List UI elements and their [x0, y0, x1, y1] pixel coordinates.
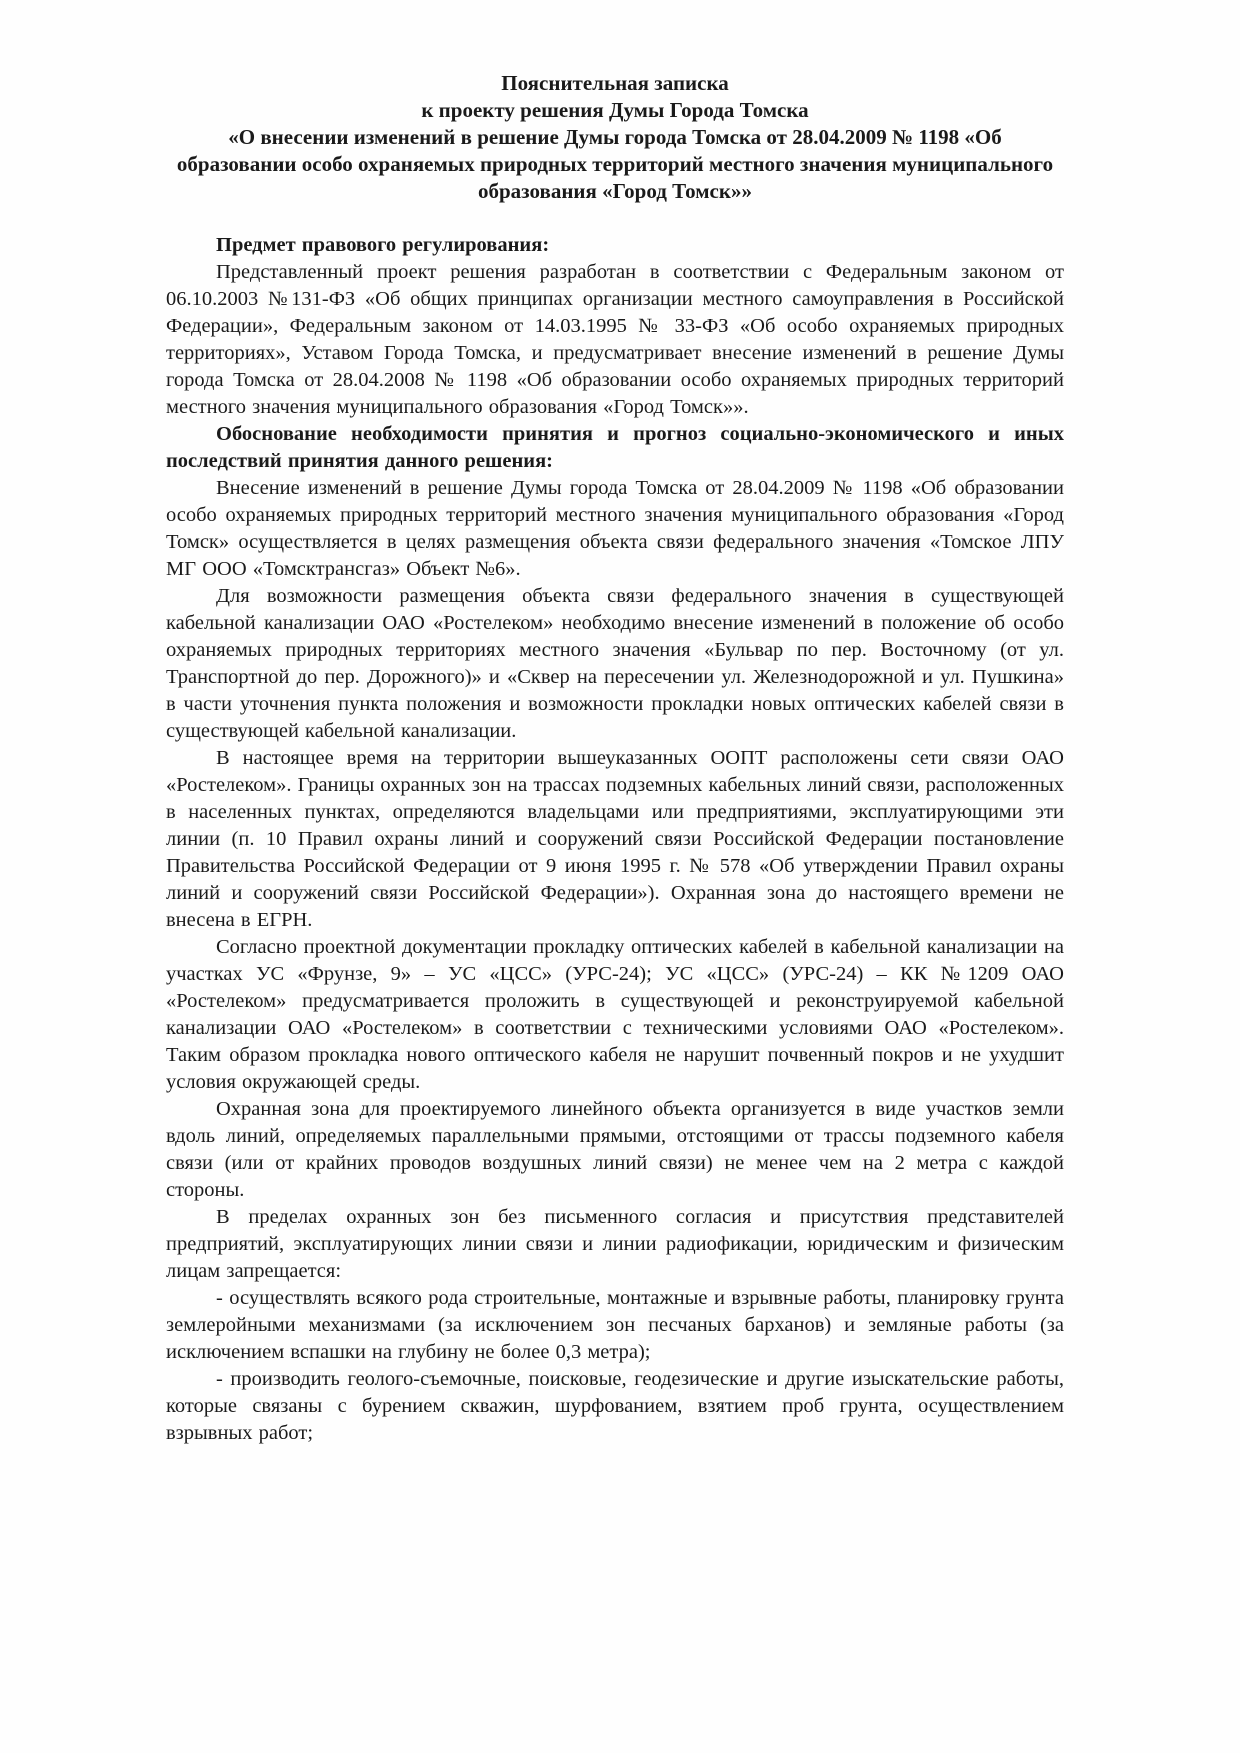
- para-current-networks: В настоящее время на территории вышеуказанных ООПТ расположены сети связи ОАО «Ростелеком». Границы охранных зон на трассах подземных кабельных линий связи, расположенных в населенных пунктах, определяются владельцами или предприятиями, эксплуатирующими эти линии (п. 10 Правил охраны линий и сооружений связи Российской Федерации постановление Правительства Российской Федерации от 9 июня 1995 г. № 578 «Об утверждении Правил охраны линий и сооружений связи Российской Федерации»). Охранная зона до настоящего времени не внесена в ЕГРН.: [166, 747, 1064, 931]
- para-placement-necessity: Для возможности размещения объекта связи федерального значения в существующей кабельной канализации ОАО «Ростелеком» необходимо внесение изменений в положение об особо охраняемых природных территориях местного значения «Бульвар по пер. Восточному (от ул. Транспортной до пер. Дорожного)» и «Сквер на пересечении ул. Железнодорожной и ул. Пушкина» в части уточнения пункта положения и возможности прокладки новых оптических кабелей связи в существующей кабельной канализации.: [166, 585, 1064, 742]
- heading-justification: Обоснование необходимости принятия и прогноз социально-экономического и иных последствий принятия данного решения:: [166, 423, 1064, 472]
- para-project-basis: Представленный проект решения разработан в соответствии с Федеральным законом от 06.10.2003 №131-ФЗ «Об общих принципах организации местного самоуправления в Российской Федерации», Федеральным законом от 14.03.1995 № 33-ФЗ «Об особо охраняемых природных территориях», Уставом Города Томска, и предусматривает внесение изменений в решение Думы города Томска от 28.04.2008 № 1198 «Об образовании особо охраняемых природных территорий местного значения муниципального образования «Город Томск»».: [166, 261, 1064, 418]
- para-amendment-purpose: Внесение изменений в решение Думы города Томска от 28.04.2009 № 1198 «Об образовании особо охраняемых природных территорий местного значения муниципального образования «Город Томск» осуществляется в целях размещения объекта связи федерального значения «Томское ЛПУ МГ ООО «Томсктрансгаз» Объект №6».: [166, 477, 1064, 580]
- heading-subject-of-regulation: Предмет правового регулирования:: [216, 234, 550, 256]
- list-item-construction-works: - осуществлять всякого рода строительные, монтажные и взрывные работы, планировку грунта землеройными механизмами (за исключением зон песчаных барханов) и земляные работы (за исключением вспашки на глубину не более 0,3 метра);: [166, 1287, 1064, 1363]
- para-project-documentation: Согласно проектной документации прокладку оптических кабелей в кабельной канализации на участках УС «Фрунзе, 9» – УС «ЦСС» (УРС-24); УС «ЦСС» (УРС-24) – КК №1209 ОАО «Ростелеком» предусматривается проложить в существующей и реконструируемой кабельной канализации ОАО «Ростелеком» в соответствии с техническими условиями ОАО «Ростелеком». Таким образом прокладка нового оптического кабеля не нарушит почвенный покров и не ухудшит условия окружающей среды.: [166, 936, 1064, 1093]
- document-body: [166, 232, 1064, 1447]
- title-line-project: к проекту решения Думы Города Томска: [421, 98, 809, 122]
- title-line-doc-type: Пояснительная записка: [501, 71, 729, 95]
- title-line-decision-name: «О внесении изменений в решение Думы города Томска от 28.04.2009 № 1198 «Об образовании особо охраняемых природных территорий местного значения муниципального образования «Город Томск»»: [176, 125, 1054, 203]
- para-protection-zone: Охранная зона для проектируемого линейного объекта организуется в виде участков земли вдоль линий, определяемых параллельными прямыми, отстоящими от трассы подземного кабеля связи (или от крайних проводов воздушных линий связи) не менее чем на 2 метра с каждой стороны.: [166, 1098, 1064, 1201]
- para-prohibitions-intro: В пределах охранных зон без письменного согласия и присутствия представителей предприятий, эксплуатирующих линии связи и линии радиофикации, юридическим и физическим лицам запрещается:: [166, 1206, 1064, 1282]
- list-item-survey-works: - производить геолого-съемочные, поисковые, геодезические и другие изыскательские работы, которые связаны с бурением скважин, шурфованием, взятием проб грунта, осуществлением взрывных работ;: [166, 1368, 1064, 1444]
- document-title: [166, 70, 1064, 205]
